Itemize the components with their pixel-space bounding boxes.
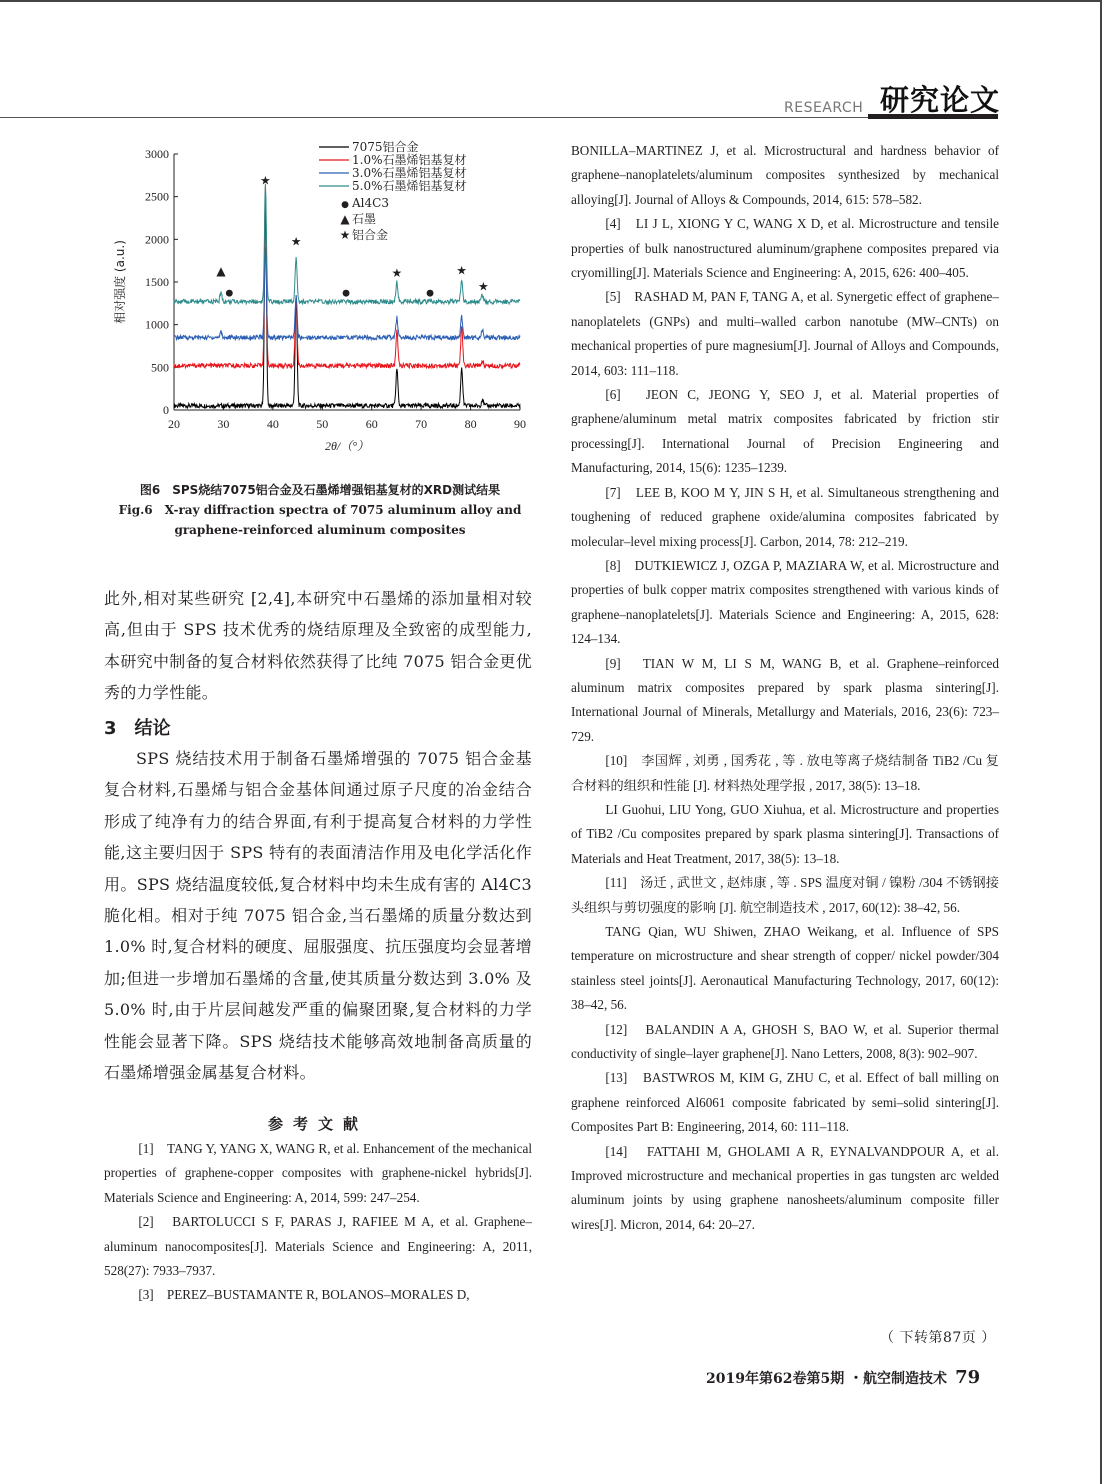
legend-label: 3.0%石墨烯铝基复材: [352, 166, 467, 180]
header-rule: [0, 117, 998, 118]
body-paragraph-1-wrap: [104, 583, 532, 709]
reference-item: [14] FATTAHI M, GHOLAMI A R, EYNALVANDPOUR A, et al. Improved microstructure and mechanical properties in gas tungsten arc welded aluminum joints by using graphene nanosheets/aluminum composite filler wires[J]. Micron, 2014, 64: 20–27.: [571, 1143, 999, 1232]
y-tick-label: 1500: [145, 275, 169, 289]
reference-item: [5] RASHAD M, PAN F, TANG A, et al. Synergetic effect of graphene–nanoplatelets (GNPs) and multi–walled carbon nanotube (MW–CNTs) on mechanical properties of pure magnesium[J]. Journal of Alloys and Compounds, 2014, 603: 111–118.: [571, 289, 999, 378]
reference-item: [4] LI J L, XIONG Y C, WANG X D, et al. Microstructure and tensile properties of bulk nanostructured aluminum/graphene composites prepared via cryomilling[J]. Materials Science and Engineering: A, 2015, 626: 400–405.: [571, 216, 999, 281]
peak-marker: ★: [456, 263, 468, 278]
x-tick-label: 50: [316, 417, 329, 431]
header-section-cn: 研究论文: [880, 83, 1001, 117]
x-tick-label: 40: [266, 417, 279, 431]
y-tick-label: 500: [151, 360, 169, 375]
y-tick-label: 2500: [145, 189, 169, 204]
y-axis-label: 相对强度 (a.u.): [113, 240, 127, 324]
reference-item: [10] 李国辉 , 刘勇 , 国秀花 , 等 . 放电等离子烧结制备 TiB2 /Cu 复合材料的组织和性能 [J]. 材料热处理学报 , 2017, 38(5): 13–18.: [571, 753, 999, 793]
x-axis-label: 2θ/（°）: [324, 439, 370, 453]
figure-caption: [104, 480, 536, 540]
reference-item: [3] PEREZ–BUSTAMANTE R, BOLANOS–MORALES D,: [138, 1287, 470, 1303]
figure-caption-cn: 图6 SPS烧结7075铝合金及石墨烯增强铝基复材的XRD测试结果: [139, 483, 501, 497]
reference-item: TANG Qian, WU Shiwen, ZHAO Weikang, et al. Influence of SPS temperature on microstructure and shear strength of copper/ nickel powder/304 stainless steel joints[J]. Aeronautical Manufacturing Technology, 2017, 60(12): 38–42, 56.: [571, 924, 999, 1013]
y-tick-label: 3000: [145, 147, 169, 161]
y-tick-label: 2000: [145, 232, 169, 247]
continued-note: （ 下转第87页 ）: [880, 1330, 996, 1346]
reference-item: [12] BALANDIN A A, GHOSH S, BAO W, et al. Superior thermal conductivity of single–layer graphene[J]. Nano Letters, 2008, 8(3): 902–907.: [571, 1021, 999, 1062]
reference-item: [8] DUTKIEWICZ J, OZGA P, MAZIARA W, et al. Microstructure and properties of bulk copper matrix composites strengthened with various kinds of graphene–nanoplatelets[J]. Materials Science and Engineering: A, 2015, 628: 124–134.: [571, 557, 999, 647]
legend-marker: ★: [339, 228, 351, 242]
x-tick-label: 60: [365, 417, 378, 431]
reference-item: [7] LEE B, KOO M Y, JIN S H, et al. Simultaneous strengthening and toughening of reduced graphene oxide/alumina composites fabricated by molecular–level mixing process[J]. Carbon, 2014, 78: 212–219.: [571, 484, 999, 549]
peak-marker: ▲: [216, 264, 226, 279]
legend-label: 铝合金: [352, 228, 389, 242]
xrd-chart: [104, 138, 534, 458]
figure-caption-en-1: Fig.6 X-ray diffraction spectra of 7075 aluminum alloy and: [118, 503, 522, 517]
x-tick-label: 90: [514, 417, 526, 431]
footer-journal: 2019年第62卷第5期 ・航空制造技术: [706, 1371, 948, 1387]
peak-marker: ●: [426, 288, 434, 299]
references-left: [104, 1137, 532, 1308]
peak-marker: ★: [260, 173, 271, 188]
x-tick-label: 30: [217, 417, 230, 431]
legend-label: 1.0%石墨烯铝基复材: [352, 153, 467, 167]
reference-item: [1] TANG Y, YANG X, WANG R, et al. Enhancement of the mechanical properties of graphene-copper composites with graphene-nickel hybrids[J]. Materials Science and Engineering: A, 2014, 599: 247–254.: [104, 1141, 532, 1205]
peak-marker: ●: [342, 288, 350, 299]
x-tick-label: 20: [168, 417, 180, 431]
peak-marker: ★: [290, 234, 302, 249]
reference-item: [6] JEON C, JEONG Y, SEO J, et al. Material properties of graphene/aluminum metal matrix composites fabricated by friction stir processing[J]. International Journal of Precision Engineering and Manufacturing, 2014, 15(6): 1235–1239.: [571, 387, 999, 476]
references-title: 参考文献: [267, 1115, 368, 1133]
body-paragraph-2: SPS 烧结技术用于制备石墨烯增强的 7075 铝合金基复合材料,石墨烯与铝合金基体间通过原子尺度的冶金结合形成了纯净有力的结合界面,有利于提高复合材料的力学性能,这主要归因于 SPS 特有的表面清洁作用及电化学活化作用。SPS 烧结温度较低,复合材料中均未生成有害的 Al4C3 脆化相。相对于纯 7075 铝合金,当石墨烯的质量分数达到 1.0% 时,复合材料的硬度、屈服强度、抗压强度均会显著增加;但进一步增加石墨烯的含量,使其质量分数达到 3.0% 及 5.0% 时,由于片层间越发严重的偏聚团聚,复合材料的力学性能会显著下降。SPS 烧结技术能够高效地制备高质量的石墨烯增强金属基复合材料。: [104, 749, 532, 1083]
legend-label: 7075铝合金: [352, 140, 419, 154]
page-number: 79: [955, 1367, 981, 1388]
legend-label: 5.0%石墨烯铝基复材: [352, 179, 467, 193]
reference-item: [2] BARTOLUCCI S F, PARAS J, RAFIEE M A, et al. Graphene–aluminum nanocomposites[J]. Materials Science and Engineering: A, 2011, 528(27): 7933–7937.: [104, 1214, 532, 1279]
y-tick-label: 1000: [145, 317, 169, 332]
x-tick-label: 80: [464, 417, 477, 431]
peak-marker: ★: [478, 279, 489, 294]
body-paragraph-2-wrap: [104, 743, 532, 1088]
reference-item: BONILLA–MARTINEZ J, et al. Microstructural and hardness behavior of graphene–nanoplatelets/aluminum composites synthesized by mechanical alloying[J]. Journal of Alloys & Compounds, 2014, 615: 578–582.: [571, 143, 999, 207]
page-footer: [706, 1367, 980, 1388]
references-right: [571, 139, 999, 1237]
body-paragraph-1: 此外,相对某些研究 [2,4],本研究中石墨烯的添加量相对较高,但由于 SPS 技术优秀的烧结原理及全致密的成型能力,本研究中制备的复合材料依然获得了比纯 7075 铝合金更优秀的力学性能。: [104, 589, 532, 703]
legend-label: 石墨: [352, 212, 377, 226]
legend-marker: ▲: [340, 212, 350, 226]
section-title-conclusion: 3 结论: [104, 718, 171, 739]
figure-caption-en-2: graphene-reinforced aluminum composites: [174, 523, 466, 537]
legend-marker: ●: [341, 200, 349, 210]
peak-marker: ●: [225, 288, 234, 299]
header-section-en: RESEARCH: [784, 100, 864, 116]
reference-item: [11] 汤迁 , 武世文 , 赵炜康 , 等 . SPS 温度对铜 / 镍粉 /304 不锈钢接头组织与剪切强度的影响 [J]. 航空制造技术 , 2017, 60(12): 38–42, 56.: [571, 875, 999, 915]
reference-item: [9] TIAN W M, LI S M, WANG B, et al. Graphene–reinforced aluminum matrix composites prepared by spark plasma sintering[J]. International Journal of Minerals, Metallurgy and Materials, 2016, 23(6): 723–729.: [571, 655, 999, 744]
peak-marker: ★: [391, 265, 403, 280]
legend-label: Al4C3: [352, 196, 389, 210]
y-tick-label: 0: [163, 403, 169, 417]
x-tick-label: 70: [415, 417, 428, 431]
reference-item: [13] BASTWROS M, KIM G, ZHU C, et al. Effect of ball milling on graphene reinforced Al6061 composite fabricated by semi–solid sintering[J]. Composites Part B: Engineering, 2014, 60: 111–118.: [571, 1070, 999, 1135]
page-border-top: [0, 0, 1100, 2]
reference-item: LI Guohui, LIU Yong, GUO Xiuhua, et al. Microstructure and properties of TiB2 /Cu composites prepared by spark plasma sintering[J]. Transactions of Materials and Heat Treatment, 2017, 38(5): 13–18.: [571, 801, 999, 866]
